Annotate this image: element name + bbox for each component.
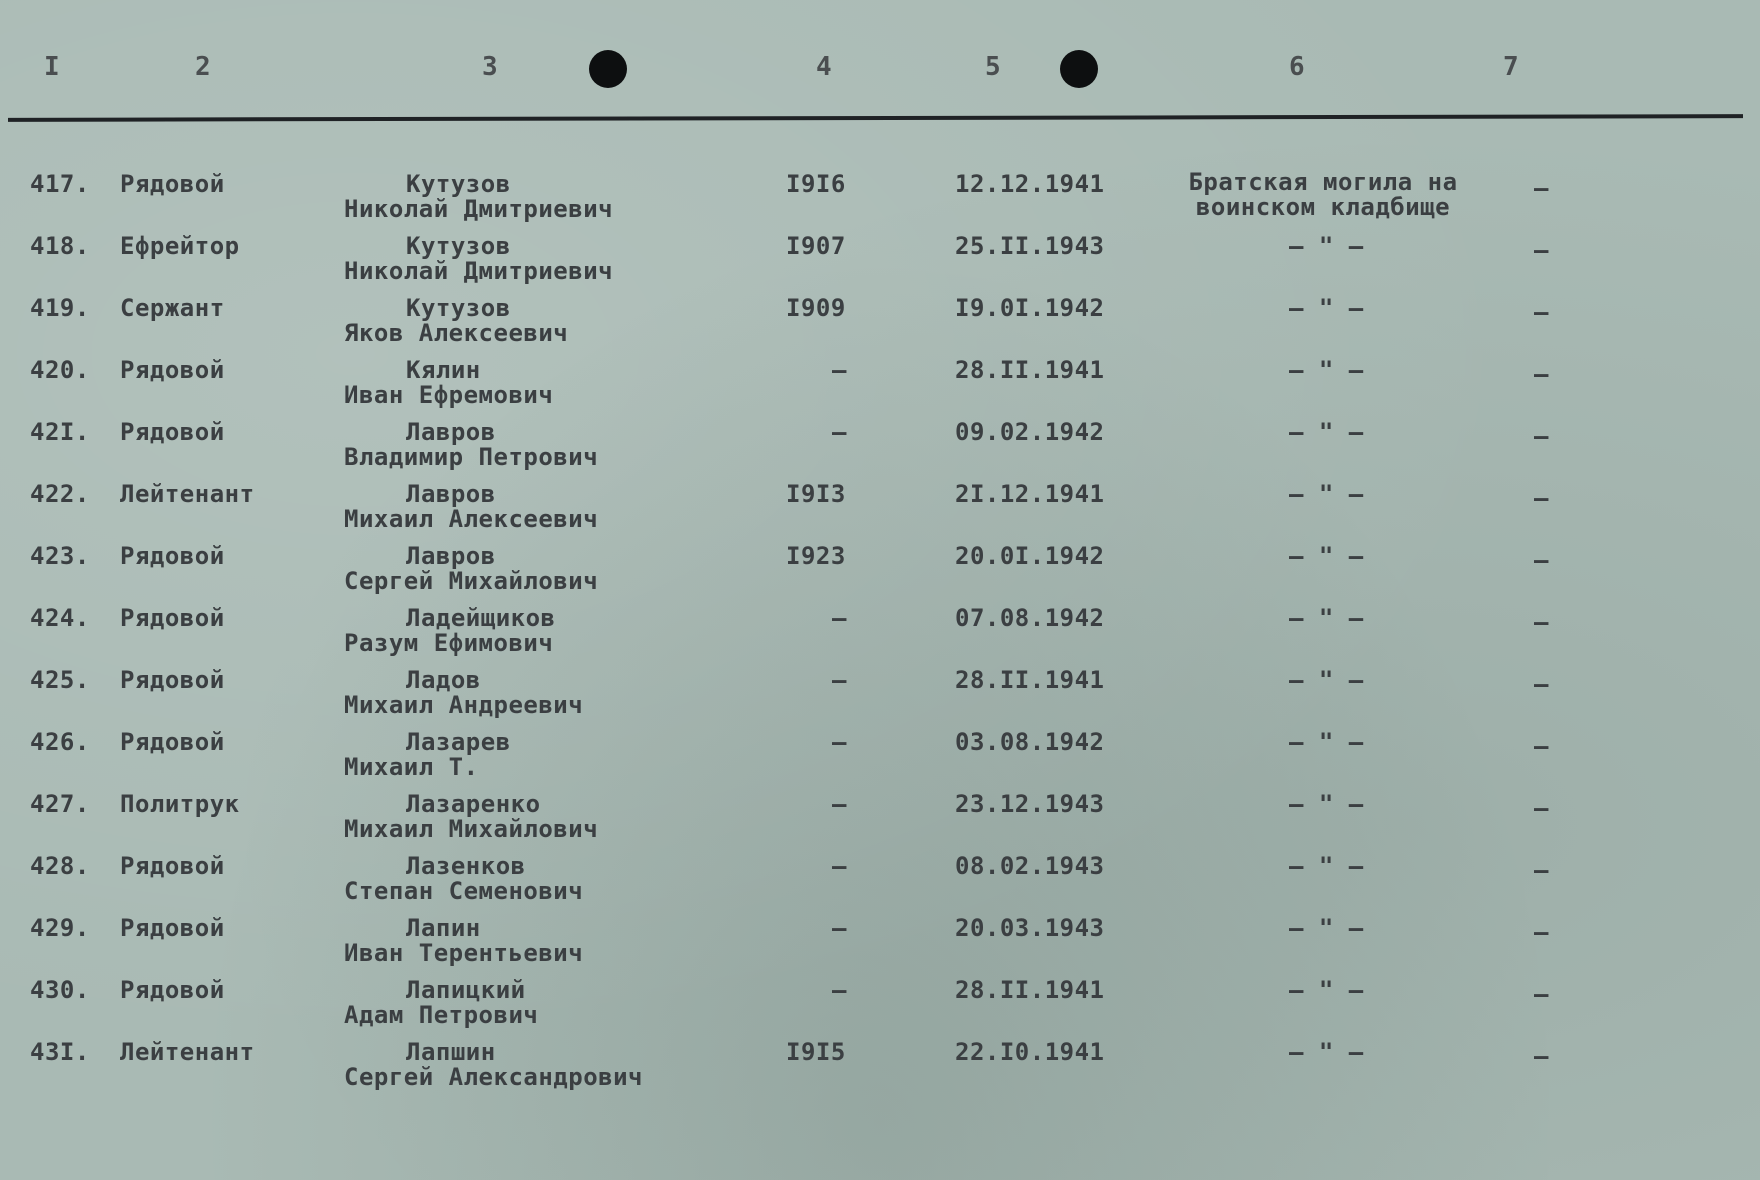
record-number: 422.: [30, 480, 90, 508]
death-date: 25.II.1943: [955, 232, 1105, 260]
military-rank: Рядовой: [120, 666, 225, 694]
death-date: 28.II.1941: [955, 976, 1105, 1004]
column-7-dash: –: [1534, 546, 1549, 574]
military-rank: Ефрейтор: [120, 232, 240, 260]
column-header-3: 3: [482, 52, 498, 82]
burial-ditto: – " –: [1289, 914, 1364, 942]
table-row: [0, 728, 1760, 790]
record-number: 420.: [30, 356, 90, 384]
military-rank: Лейтенант: [120, 480, 255, 508]
record-number: 429.: [30, 914, 90, 942]
surname: Ладов: [406, 666, 481, 694]
military-rank: Рядовой: [120, 914, 225, 942]
death-date: 12.12.1941: [955, 170, 1105, 198]
record-number: 417.: [30, 170, 90, 198]
birth-year-dash: –: [832, 852, 847, 880]
military-rank: Рядовой: [120, 170, 225, 198]
birth-year: I9I3: [786, 480, 846, 508]
column-7-dash: –: [1534, 174, 1549, 202]
given-name-patronymic: Сергей Александрович: [344, 1063, 643, 1091]
surname: Лапин: [406, 914, 481, 942]
surname: Лазаренко: [406, 790, 541, 818]
table-row: [0, 604, 1760, 666]
burial-ditto: – " –: [1289, 728, 1364, 756]
given-name-patronymic: Владимир Петрович: [344, 443, 599, 471]
column-7-dash: –: [1534, 608, 1549, 636]
birth-year-dash: –: [832, 728, 847, 756]
column-header-1: I: [44, 52, 60, 82]
record-number: 418.: [30, 232, 90, 260]
burial-ditto: – " –: [1289, 852, 1364, 880]
birth-year-dash: –: [832, 790, 847, 818]
military-rank: Политрук: [120, 790, 240, 818]
burial-ditto: – " –: [1289, 294, 1364, 322]
burial-ditto: – " –: [1289, 666, 1364, 694]
table-row: [0, 666, 1760, 728]
military-rank: Рядовой: [120, 604, 225, 632]
column-7-dash: –: [1534, 236, 1549, 264]
record-number: 430.: [30, 976, 90, 1004]
burial-ditto: – " –: [1289, 1038, 1364, 1066]
death-date: 07.08.1942: [955, 604, 1105, 632]
table-row: [0, 232, 1760, 294]
table-row: [0, 852, 1760, 914]
military-rank: Рядовой: [120, 356, 225, 384]
surname: Лапшин: [406, 1038, 496, 1066]
column-header-4: 4: [816, 52, 832, 82]
column-7-dash: –: [1534, 980, 1549, 1008]
surname: Лавров: [406, 480, 496, 508]
military-rank: Рядовой: [120, 418, 225, 446]
birth-year: I9I5: [786, 1038, 846, 1066]
given-name-patronymic: Михаил Михайлович: [344, 815, 599, 843]
given-name-patronymic: Сергей Михайлович: [344, 567, 599, 595]
death-date: 08.02.1943: [955, 852, 1105, 880]
death-date: 03.08.1942: [955, 728, 1105, 756]
table-row: [0, 790, 1760, 852]
military-rank: Рядовой: [120, 728, 225, 756]
given-name-patronymic: Адам Петрович: [344, 1001, 539, 1029]
record-number: 428.: [30, 852, 90, 880]
death-date: I9.0I.1942: [955, 294, 1105, 322]
surname: Кутузов: [406, 232, 511, 260]
birth-year-dash: –: [832, 914, 847, 942]
burial-ditto: – " –: [1289, 232, 1364, 260]
military-rank: Рядовой: [120, 852, 225, 880]
record-number: 419.: [30, 294, 90, 322]
surname: Кутузов: [406, 294, 511, 322]
table-row: [0, 976, 1760, 1038]
burial-ditto: – " –: [1289, 418, 1364, 446]
given-name-patronymic: Михаил Т.: [344, 753, 479, 781]
column-7-dash: –: [1534, 360, 1549, 388]
surname: Кялин: [406, 356, 481, 384]
surname: Лазенков: [406, 852, 526, 880]
table-row: [0, 418, 1760, 480]
column-header-5: 5: [985, 52, 1001, 82]
military-rank: Рядовой: [120, 976, 225, 1004]
record-number: 423.: [30, 542, 90, 570]
burial-place: Братская могила на воинском кладбище: [1188, 168, 1458, 221]
given-name-patronymic: Иван Терентьевич: [344, 939, 584, 967]
column-7-dash: –: [1534, 484, 1549, 512]
record-number: 42I.: [30, 418, 90, 446]
column-7-dash: –: [1534, 1042, 1549, 1070]
death-date: 09.02.1942: [955, 418, 1105, 446]
military-rank: Сержант: [120, 294, 225, 322]
column-7-dash: –: [1534, 794, 1549, 822]
table-row: [0, 914, 1760, 976]
burial-ditto: – " –: [1289, 356, 1364, 384]
surname: Лавров: [406, 418, 496, 446]
surname: Лапицкий: [406, 976, 526, 1004]
death-date: 28.II.1941: [955, 356, 1105, 384]
burial-ditto: – " –: [1289, 480, 1364, 508]
table-row: [0, 170, 1760, 232]
given-name-patronymic: Иван Ефремович: [344, 381, 554, 409]
birth-year-dash: –: [832, 604, 847, 632]
given-name-patronymic: Николай Дмитриевич: [344, 195, 614, 223]
burial-ditto: – " –: [1289, 790, 1364, 818]
birth-year: I923: [786, 542, 846, 570]
death-date: 20.03.1943: [955, 914, 1105, 942]
military-rank: Лейтенант: [120, 1038, 255, 1066]
given-name-patronymic: Разум Ефимович: [344, 629, 554, 657]
record-number: 424.: [30, 604, 90, 632]
birth-year: I909: [786, 294, 846, 322]
punch-hole-left: [589, 50, 627, 88]
column-7-dash: –: [1534, 298, 1549, 326]
birth-year-dash: –: [832, 356, 847, 384]
table-row: [0, 1038, 1760, 1100]
column-7-dash: –: [1534, 670, 1549, 698]
given-name-patronymic: Степан Семенович: [344, 877, 584, 905]
table-row: [0, 356, 1760, 418]
table-row: [0, 294, 1760, 356]
column-7-dash: –: [1534, 918, 1549, 946]
record-number: 43I.: [30, 1038, 90, 1066]
death-date: 23.12.1943: [955, 790, 1105, 818]
column-7-dash: –: [1534, 856, 1549, 884]
column-header-7: 7: [1503, 52, 1519, 82]
record-number: 427.: [30, 790, 90, 818]
burial-ditto: – " –: [1289, 542, 1364, 570]
given-name-patronymic: Николай Дмитриевич: [344, 257, 614, 285]
birth-year-dash: –: [832, 976, 847, 1004]
record-number: 425.: [30, 666, 90, 694]
given-name-patronymic: Яков Алексеевич: [344, 319, 569, 347]
death-date: 28.II.1941: [955, 666, 1105, 694]
surname: Лазарев: [406, 728, 511, 756]
birth-year: I9I6: [786, 170, 846, 198]
record-number: 426.: [30, 728, 90, 756]
death-date: 20.0I.1942: [955, 542, 1105, 570]
birth-year: I907: [786, 232, 846, 260]
birth-year-dash: –: [832, 666, 847, 694]
column-header-2: 2: [195, 52, 211, 82]
punch-hole-right: [1060, 50, 1098, 88]
surname: Лавров: [406, 542, 496, 570]
column-7-dash: –: [1534, 732, 1549, 760]
death-date: 2I.12.1941: [955, 480, 1105, 508]
surname: Кутузов: [406, 170, 511, 198]
table-row: [0, 542, 1760, 604]
table-row: [0, 480, 1760, 542]
column-7-dash: –: [1534, 422, 1549, 450]
birth-year-dash: –: [832, 418, 847, 446]
column-header-6: 6: [1289, 52, 1305, 82]
military-rank: Рядовой: [120, 542, 225, 570]
death-date: 22.I0.1941: [955, 1038, 1105, 1066]
surname: Ладейщиков: [406, 604, 556, 632]
burial-ditto: – " –: [1289, 604, 1364, 632]
burial-ditto: – " –: [1289, 976, 1364, 1004]
given-name-patronymic: Михаил Андреевич: [344, 691, 584, 719]
given-name-patronymic: Михаил Алексеевич: [344, 505, 599, 533]
header-rule: [8, 114, 1743, 122]
